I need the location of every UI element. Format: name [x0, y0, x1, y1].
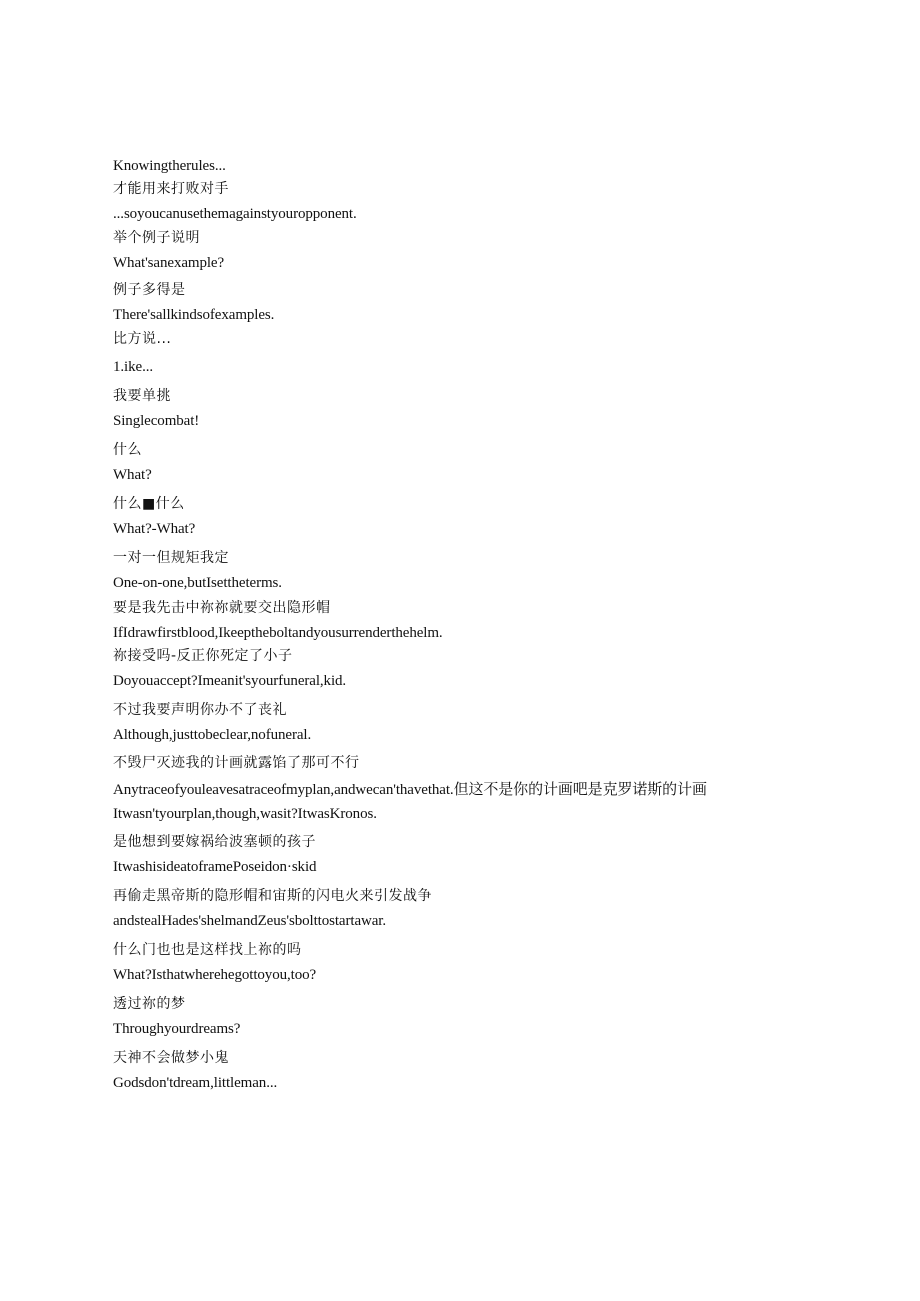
transcript-line: Knowingtherules... — [113, 158, 226, 174]
transcript-line: There'sallkindsofexamples. — [113, 307, 275, 323]
transcript-line: Throughyourdreams? — [113, 1021, 241, 1037]
transcript-line: IfIdrawfirstblood,Ikeeptheboltandyousurrenderthehelm. — [113, 625, 443, 641]
transcript-line: Although,justtobeclear,nofuneral. — [113, 727, 312, 743]
transcript-line: Itwasn'tyourplan,though,wasit?ItwasKronos. — [113, 806, 377, 822]
transcript-line: 什么 — [113, 442, 142, 458]
transcript-line: 什么门也也是这样找上祢的吗 — [113, 942, 302, 958]
transcript-line: ItwashisideatoframePoseidon·skid — [113, 859, 317, 875]
transcript-line: andstealHades'shelmandZeus'sbolttostartawar. — [113, 913, 387, 929]
transcript-line: 要是我先击中祢祢就要交出隐形帽 — [113, 600, 331, 616]
transcript-line: 不过我要声明你办不了丧礼 — [113, 702, 287, 718]
transcript-line: What?-What? — [113, 521, 196, 537]
transcript-line: 一对一但规矩我定 — [113, 550, 229, 566]
transcript-line: 天神不会做梦小鬼 — [113, 1050, 229, 1066]
transcript-line: 再偷走黑帝斯的隐形帽和宙斯的闪电火来引发战争 — [113, 888, 432, 904]
transcript-line: ...soyoucanusethemagainstyouropponent. — [113, 206, 357, 222]
transcript-line: What? — [113, 467, 152, 483]
transcript-line: 我要单挑 — [113, 388, 171, 404]
transcript-line: 才能用来打败对手 — [113, 181, 229, 197]
transcript-line: Doyouaccept?Imeanit'syourfuneral,kid. — [113, 673, 347, 689]
transcript-line: 不毁尸灭迹我的计画就露馅了那可不行 — [113, 755, 360, 771]
transcript-line: What?Isthatwherehegottoyou,too? — [113, 967, 317, 983]
transcript-line: 是他想到要嫁祸给波塞顿的孩子 — [113, 834, 316, 850]
transcript-line: 祢接受吗-反正你死定了小子 — [113, 648, 293, 664]
transcript-line: What'sanexample? — [113, 255, 225, 271]
transcript-line: 例子多得是 — [113, 282, 186, 298]
transcript-line: Anytraceofyouleavesatraceofmyplan,andwecan'thavethat.但这不是你的计画吧是克罗诺斯的计画 — [113, 782, 707, 798]
transcript-line: 比方说... — [113, 331, 172, 347]
transcript-line: Singlecombat! — [113, 413, 200, 429]
transcript-line: Godsdon'tdream,littleman... — [113, 1075, 278, 1091]
transcript-line: 举个例子说明 — [113, 230, 200, 246]
transcript-line: 1.ike... — [113, 359, 154, 375]
subtitle-transcript — [113, 156, 713, 1093]
transcript-line: 什么■什么 — [113, 496, 185, 512]
transcript-line: One-on-one,butIsettheterms. — [113, 575, 282, 591]
transcript-line: 透过祢的梦 — [113, 996, 186, 1012]
